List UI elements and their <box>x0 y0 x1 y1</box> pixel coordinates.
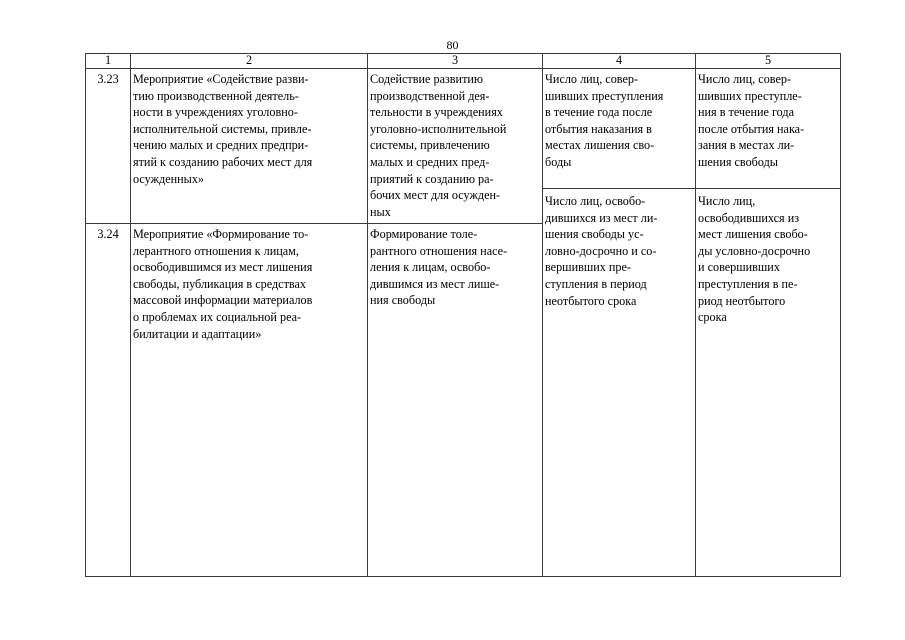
measure-name: Мероприятие «Формирование то- лерантного отношения к лицам, освободившимся из мест лишения свободы, публикация в средствах массовой информации материалов о проблемах их социальной реа- билитации и адаптации» <box>131 224 368 577</box>
column-header-3: 3 <box>368 54 543 69</box>
indicator-parole-offenders: Число лиц, освободившихся из мест лишения свобо- ды условно-досрочно и совершивших преступления в пе- риод неотбытого срока <box>698 194 811 325</box>
column-header-1: 1 <box>86 54 131 69</box>
indicator-repeat-offenders: Число лиц, совер- шивших преступле- ния в течение года после отбытия нака- зания в местах ли- шения свободы <box>696 69 840 189</box>
table-row <box>86 69 841 224</box>
program-measures-table <box>85 53 841 577</box>
column-header-2: 2 <box>131 54 368 69</box>
column-header-5: 5 <box>696 54 841 69</box>
measure-name: Мероприятие «Содействие разви- тию производственной деятель- ности в учреждениях уголовно- исполнительной системы, привле- чению малых и средних предпри- ятий к созданию рабочих мест для осужденных» <box>131 69 368 224</box>
row-number: 3.23 <box>86 69 131 224</box>
table-header-row <box>86 54 841 69</box>
indicator-cell-col4 <box>543 69 696 577</box>
indicator-parole-offenders: Число лиц, освобо- дившихся из мест ли- шения свободы ус- ловно-досрочно и со- вершивших пре- ступления в период неотбытого срока <box>545 194 658 308</box>
measure-goal: Формирование толе- рантного отношения насе- ления к лицам, освобо- дившимся из мест лише- ния свободы <box>368 224 543 577</box>
indicator-cell-col5 <box>696 69 841 577</box>
page-number: 80 <box>446 38 459 52</box>
measure-goal: Содействие развитию производственной дея- тельности в учреждениях уголовно-исполнительной системы, привлечению малых и средних пред- приятий к созданию ра- бочих мест для осужден- ных <box>368 69 543 224</box>
indicator-repeat-offenders: Число лиц, совер- шивших преступления в течение года после отбытия наказания в местах лишения сво- боды <box>543 69 695 189</box>
row-number: 3.24 <box>86 224 131 577</box>
column-header-4: 4 <box>543 54 696 69</box>
